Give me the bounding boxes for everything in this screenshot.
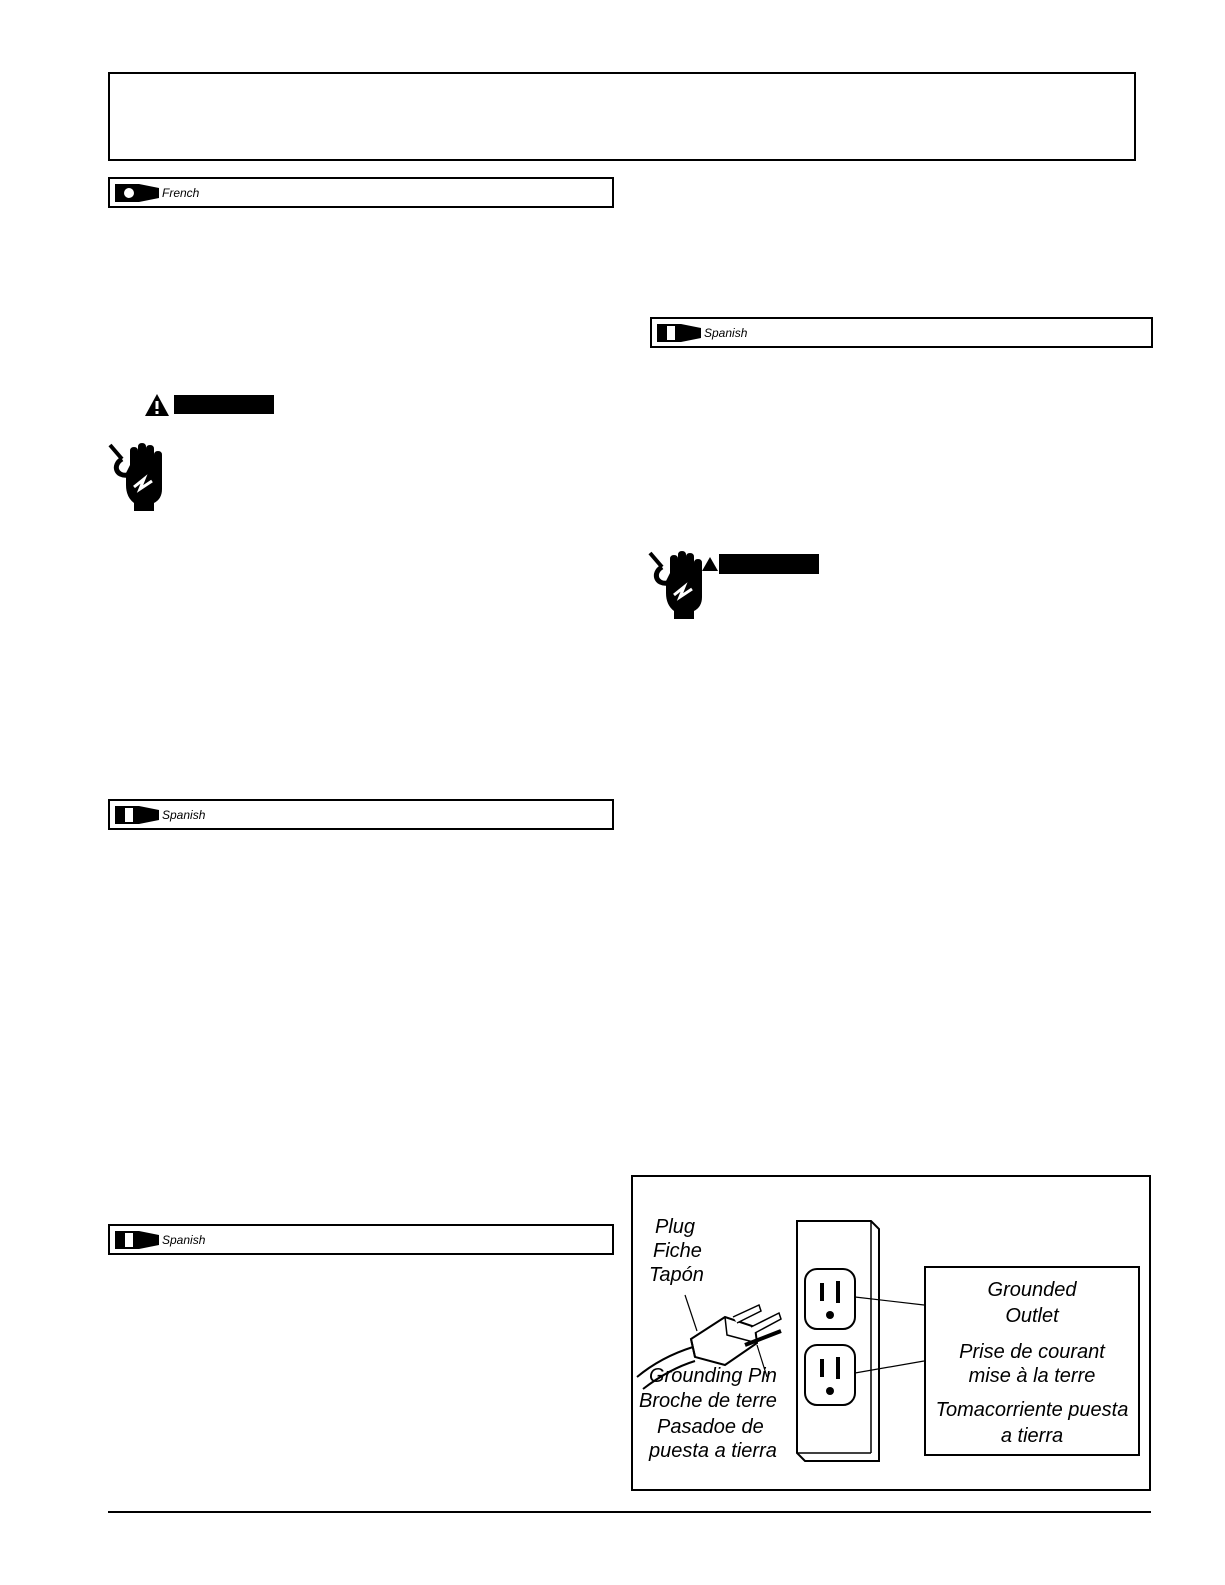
grounding-pin-label-spanish-2: puesta a tierra	[649, 1440, 777, 1462]
plug-label-spanish: Tapón	[649, 1264, 704, 1286]
language-tab-icon	[657, 324, 701, 342]
outlet-label-spanish-1: Tomacorriente puesta	[935, 1399, 1129, 1421]
outlet-label-line-1: Grounded	[987, 1279, 1077, 1301]
grounding-pin-label-spanish-1: Pasadoe de	[657, 1416, 764, 1438]
plug-label-french: Fiche	[653, 1240, 702, 1262]
footer-rule	[108, 1511, 1151, 1513]
warning-signal-block	[719, 554, 819, 574]
spanish-section-bar-1	[108, 799, 614, 830]
outlet-label-spanish-2: a tierra	[1000, 1425, 1064, 1447]
electric-shock-hand-icon	[648, 551, 718, 621]
spanish-section-bar-2	[108, 1224, 614, 1255]
warning-triangle-icon	[144, 393, 170, 417]
plug-label: Plug	[655, 1216, 696, 1238]
outlet-label-box	[924, 1266, 1140, 1456]
language-tab-icon	[115, 806, 159, 824]
wall-plate	[797, 1221, 879, 1461]
outlet-label-french-2: mise à la terre	[968, 1365, 1096, 1387]
grounding-pin-label: Grounding Pin	[649, 1365, 777, 1387]
outlet-label-french-1: Prise de courant	[959, 1341, 1105, 1363]
spanish-label: Spanish	[162, 808, 206, 822]
electric-shock-hand-icon	[108, 443, 170, 513]
outlet-label-line-2: Outlet	[1005, 1305, 1059, 1327]
french-label: French	[162, 186, 200, 200]
grounding-pin-label-french: Broche de terre	[639, 1390, 777, 1412]
language-tab-icon	[115, 1231, 159, 1249]
grounded-outlet-diagram	[631, 1175, 1151, 1491]
language-tab-icon	[115, 184, 159, 202]
french-section-bar	[108, 177, 614, 208]
spanish-section-bar-right	[650, 317, 1153, 348]
spanish-label: Spanish	[704, 326, 748, 340]
page-title-box	[108, 72, 1136, 161]
spanish-label: Spanish	[162, 1233, 206, 1247]
warning-signal-block	[174, 395, 274, 414]
